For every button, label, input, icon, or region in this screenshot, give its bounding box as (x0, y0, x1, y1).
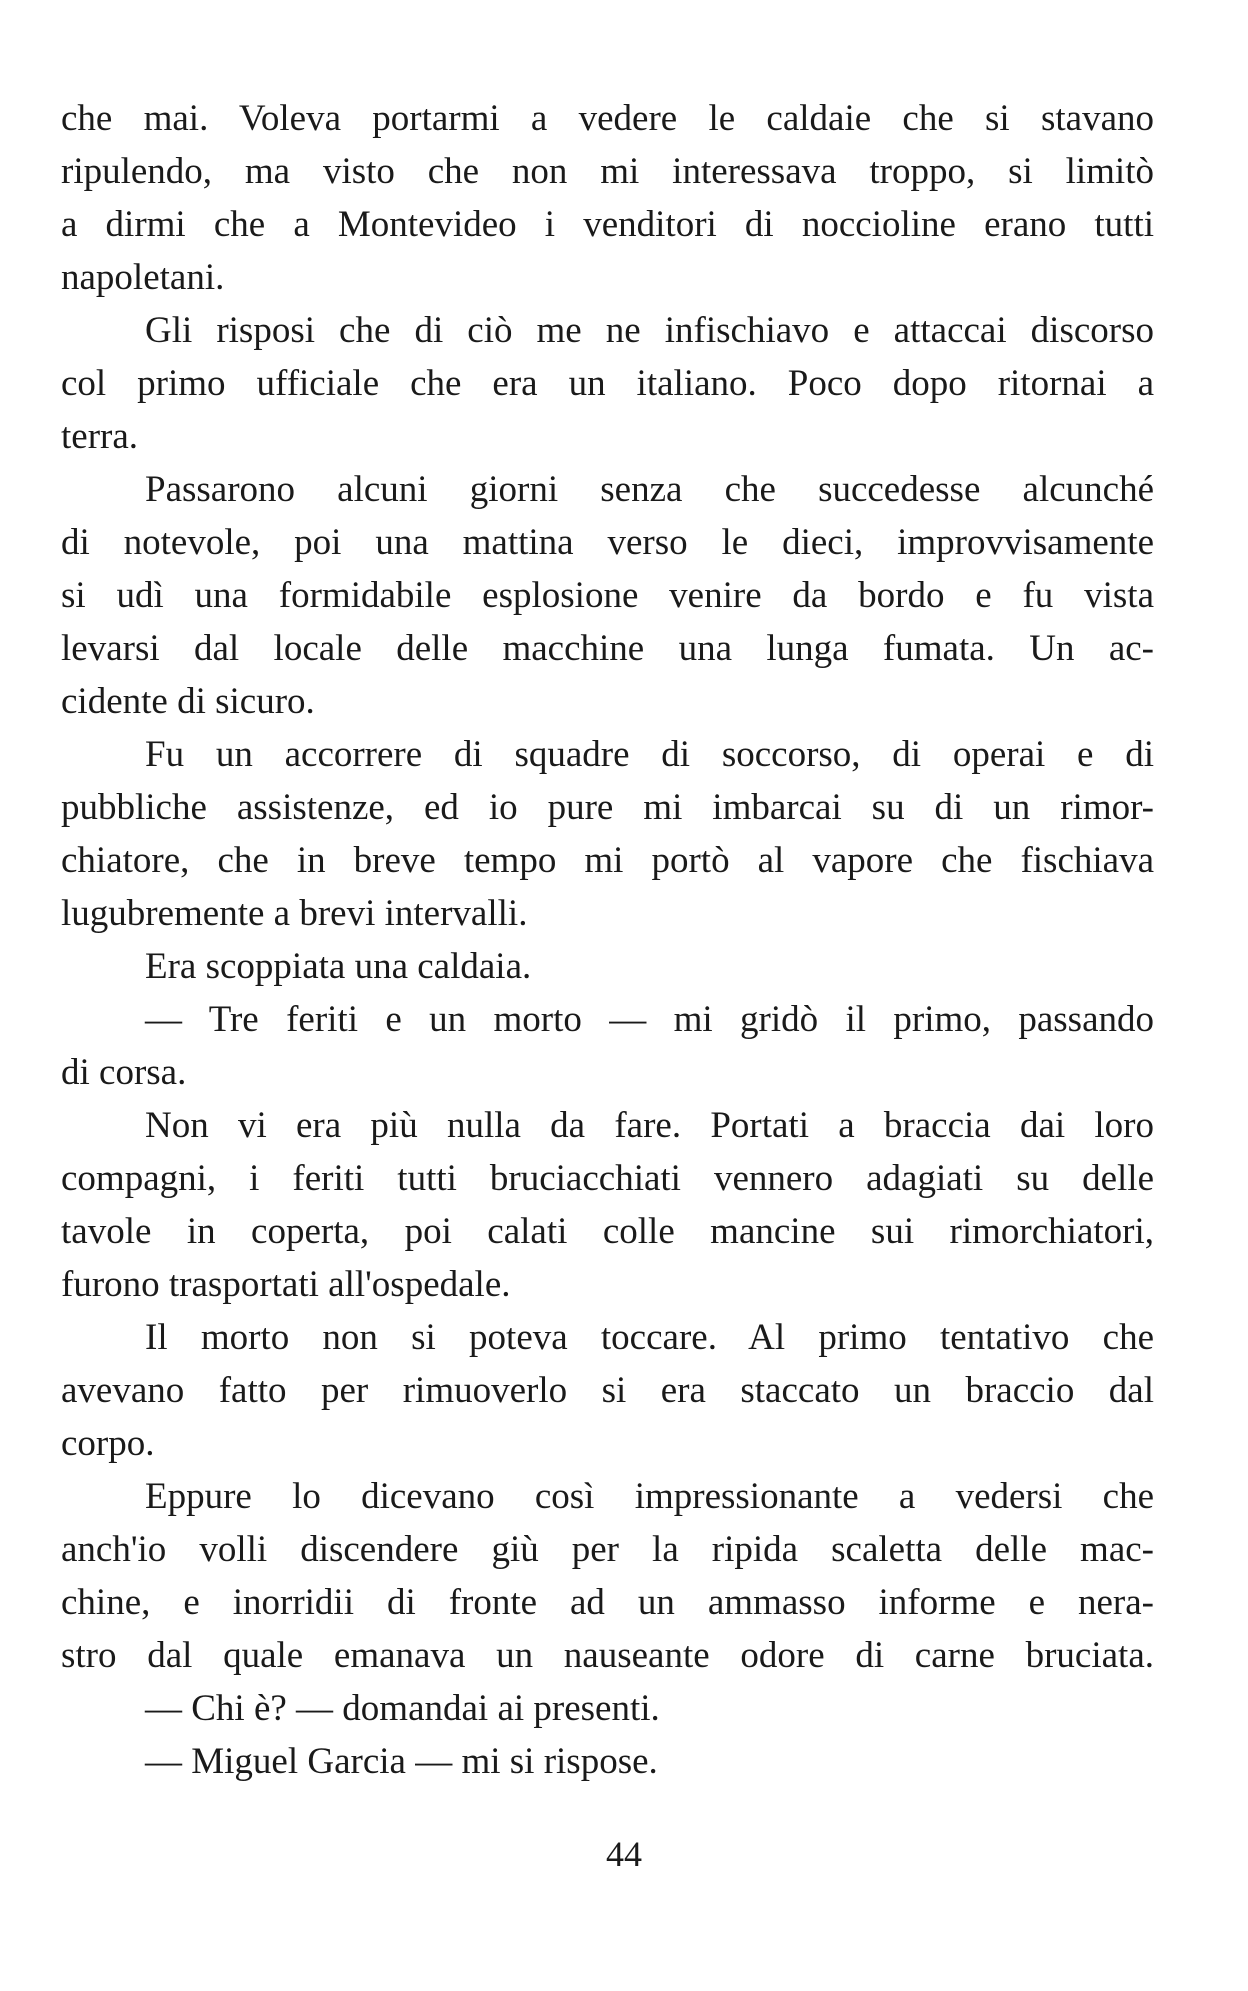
text-line: cidente di sicuro. (61, 681, 315, 722)
text-line: si udì una formidabile esplosione venire da bordo e fu vista (61, 575, 1154, 616)
text-line: stro dal quale emanava un nauseante odore di carne bruciata. (61, 1635, 1154, 1676)
text-line: terra. (61, 416, 139, 457)
text-line: col primo ufficiale che era un italiano. Poco dopo ritornai a (61, 363, 1154, 404)
text-line: napoletani. (61, 257, 225, 298)
text-line: chine, e inorridii di fronte ad un ammasso informe e nera- (61, 1582, 1154, 1623)
text-line: Era scoppiata una caldaia. (145, 946, 532, 987)
page-number: 44 (606, 1834, 642, 1874)
text-line: anch'io volli discendere giù per la ripida scaletta delle mac- (61, 1529, 1154, 1570)
text-line: Passarono alcuni giorni senza che succedesse alcunché (145, 469, 1154, 510)
text-line: Il morto non si poteva toccare. Al primo tentativo che (145, 1317, 1154, 1358)
text-line: avevano fatto per rimuoverlo si era staccato un braccio dal (61, 1370, 1154, 1411)
text-line: Non vi era più nulla da fare. Portati a braccia dai loro (145, 1105, 1154, 1146)
text-line: levarsi dal locale delle macchine una lunga fumata. Un ac- (61, 628, 1154, 669)
text-line: compagni, i feriti tutti bruciacchiati vennero adagiati su delle (61, 1158, 1154, 1199)
text-line: pubbliche assistenze, ed io pure mi imbarcai su di un rimor- (61, 787, 1154, 828)
page-text (61, 92, 1154, 1788)
text-line: — Chi è? — domandai ai presenti. (145, 1688, 660, 1729)
text-line: tavole in coperta, poi calati colle mancine sui rimorchiatori, (61, 1211, 1154, 1252)
text-line: — Tre feriti e un morto — mi gridò il primo, passando (145, 999, 1154, 1040)
text-line: di corsa. (61, 1052, 187, 1093)
text-line: che mai. Voleva portarmi a vedere le caldaie che si stavano (61, 98, 1154, 139)
text-line: chiatore, che in breve tempo mi portò al vapore che fischiava (61, 840, 1154, 881)
text-line: di notevole, poi una mattina verso le dieci, improvvisamente (61, 522, 1154, 563)
text-line: lugubremente a brevi intervalli. (61, 893, 528, 934)
text-line: Gli risposi che di ciò me ne infischiavo e attaccai discorso (145, 310, 1154, 351)
text-line: furono trasportati all'ospedale. (61, 1264, 511, 1305)
text-line: corpo. (61, 1423, 155, 1464)
text-line: a dirmi che a Montevideo i venditori di noccioline erano tutti (61, 204, 1154, 245)
text-line: — Miguel Garcia — mi si rispose. (145, 1741, 658, 1782)
text-line: Eppure lo dicevano così impressionante a vedersi che (145, 1476, 1154, 1517)
text-line: Fu un accorrere di squadre di soccorso, di operai e di (145, 734, 1154, 775)
text-line: ripulendo, ma visto che non mi interessava troppo, si limitò (61, 151, 1154, 192)
